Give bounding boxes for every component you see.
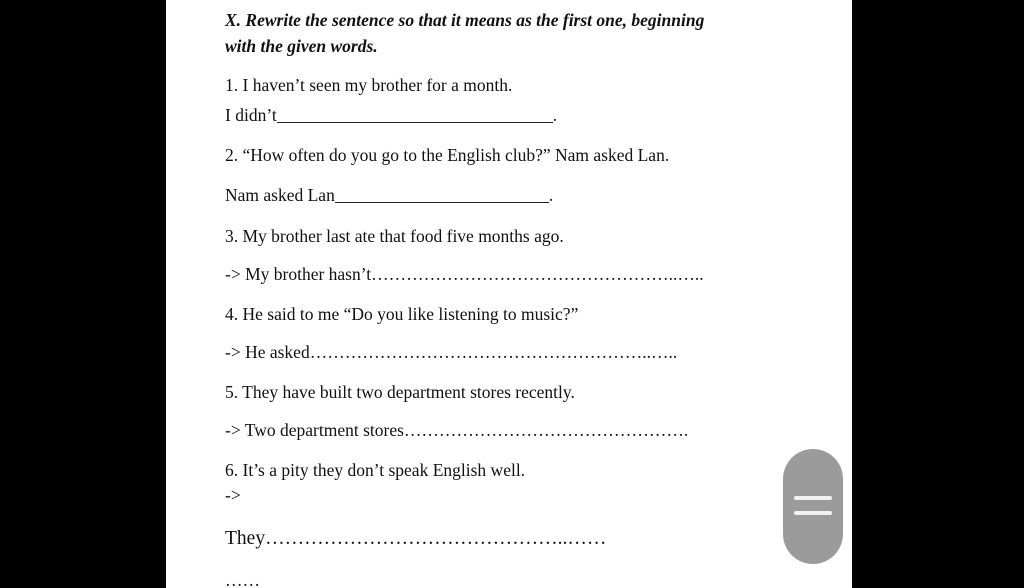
question-4-answer-start: -> He asked <box>225 342 310 362</box>
question-4-answer <box>225 344 677 362</box>
worksheet-page <box>166 0 852 588</box>
question-5-prompt: 5. They have built two department stores recently. <box>225 382 575 402</box>
question-1-prompt: 1. I haven’t seen my brother for a month. <box>225 75 513 95</box>
question-4-prompt: 4. He said to me “Do you like listening to music?” <box>225 304 579 324</box>
exercise-title-line-2: with the given words. <box>225 36 378 56</box>
question-2-answer-blank[interactable] <box>335 201 549 203</box>
question-2-answer-end: . <box>548 185 554 205</box>
question-3-answer <box>225 266 704 284</box>
question-6-answer-continuation[interactable]: …… <box>225 570 260 588</box>
question-3-answer-dots[interactable]: ……………………………………………..….. <box>371 264 704 284</box>
exercise-title-line-1: X. Rewrite the sentence so that it means as the first one, beginning <box>225 10 705 30</box>
question-3-answer-start: -> My brother hasn’t <box>225 264 372 284</box>
question-1-answer-start: I didn’t <box>225 105 277 125</box>
question-4-answer-dots[interactable]: …………………………………………………..….. <box>309 342 678 362</box>
question-1-answer-blank[interactable] <box>277 121 553 123</box>
question-6-answer-start: They <box>225 528 266 549</box>
question-6-prompt: 6. It’s a pity they don’t speak English well. <box>225 460 526 480</box>
question-2-prompt: 2. “How often do you go to the English club?” Nam asked Lan. <box>225 145 670 165</box>
question-1-answer <box>225 107 557 125</box>
question-5-answer-dots[interactable]: …………………………………………. <box>403 420 689 440</box>
question-6-arrow: -> <box>225 485 241 505</box>
drag-handle-icon <box>794 496 832 500</box>
question-5-answer <box>225 422 688 440</box>
question-3-prompt: 3. My brother last ate that food five months ago. <box>225 226 564 246</box>
question-2-answer-start: Nam asked Lan <box>225 185 335 205</box>
scroll-drag-handle[interactable] <box>783 449 843 564</box>
question-6-answer-dots[interactable]: ………………………………………..…… <box>265 528 607 549</box>
question-5-answer-start: -> Two department stores <box>225 420 404 440</box>
question-1-answer-end: . <box>552 105 558 125</box>
question-2-answer <box>225 187 553 205</box>
question-6-answer <box>225 529 606 549</box>
drag-handle-icon-lower-bar <box>794 511 832 515</box>
